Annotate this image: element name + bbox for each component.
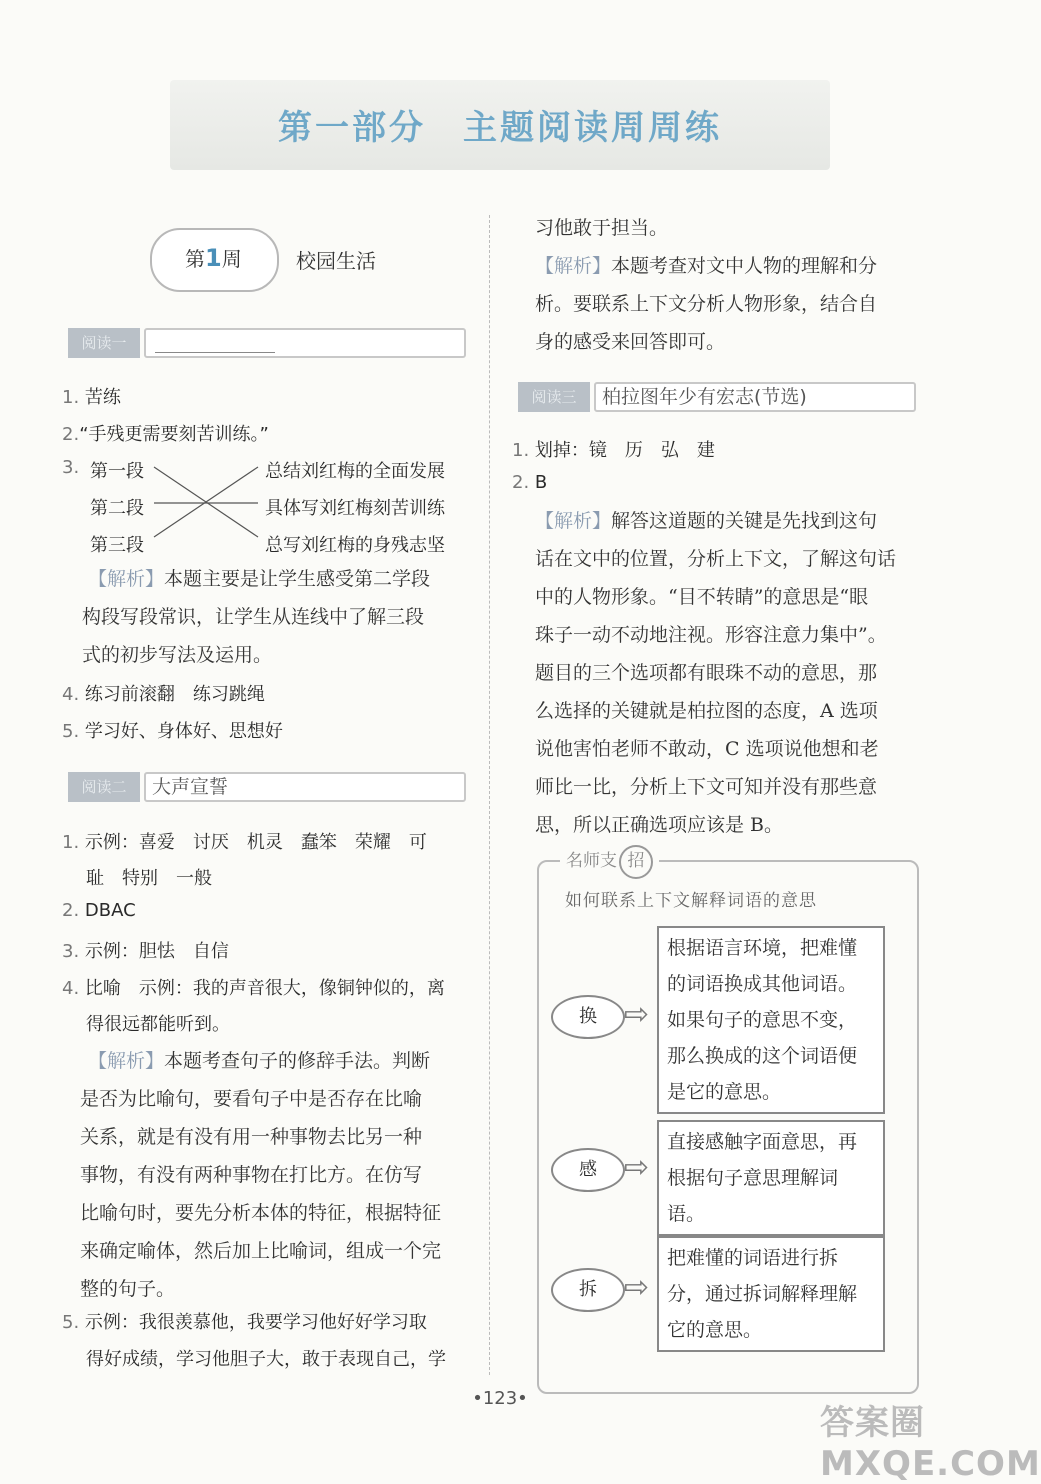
- section-1-tag: 阅读一: [68, 328, 140, 358]
- analysis-2-4: 【解析】本题考查句子的修辞手法。判断 是否为比喻句，要看句子中是否存在比喻 关系，就是有没有用一种事物去比另一种 事物，有没有两种事物在打比方。在仿写 比喻句时，要先分析本体的特征，根据特征 来确定喻体，然后加上比喻词，组成一个完 整的句子。: [80, 1050, 442, 1300]
- section-1-title-box: [144, 328, 466, 358]
- answer-2-4: 4. 比喻 示例：我的声音很大，像铜钟似的，离: [62, 978, 445, 999]
- teacher-tip-tag: 名师支 招: [560, 845, 659, 879]
- analysis-3-2: 【解析】解答这道题的关键是先找到这句 话在文中的位置，分析上下文，了解这句话 中的人物形象。“目不转睛”的意思是“眼 珠子一动不动地注视。形容注意力集中”。 题目的三个选项都有眼珠不动的意思，那 么选择的关键就是柏拉图的态度，A 选项 说他害怕老师不敢动，C 选项说他想和老 师比一比，分析上下文可知并没有那些意 思，所以正确选项应该是 B。: [535, 510, 897, 836]
- section-1-blank: [155, 352, 275, 353]
- arrow-icon: ⇨: [624, 997, 650, 1032]
- tip-text-2: 直接感触字面意思，再根据句子意思理解词语。: [657, 1120, 885, 1236]
- column-divider: [489, 215, 490, 1375]
- match-right-1: 总结刘红梅的全面发展: [265, 461, 445, 482]
- answer-1-2: 2.“手残更需要刻苦训练。”: [62, 424, 269, 445]
- answer-3-2: 2. B: [512, 472, 548, 493]
- analysis-1-3: 【解析】本题主要是让学生感受第二学段 构段写段常识，让学生从连线中了解三段 式的初步写法及运用。: [82, 568, 431, 666]
- section-3-title: 柏拉图年少有宏志(节选): [594, 382, 916, 412]
- tip-key-3: 拆: [551, 1268, 625, 1312]
- answer-2-1-cont: 耻 特别 一般: [86, 868, 212, 889]
- section-2-title: 大声宣誓: [144, 772, 466, 802]
- answer-3-1: 1. 划掉：镜 历 弘 建: [512, 440, 715, 461]
- tip-text-3: 把难懂的词语进行拆分，通过拆词解释理解它的意思。: [657, 1236, 885, 1352]
- match-right-3: 总写刘红梅的身残志坚: [265, 535, 445, 556]
- week-theme: 校园生活: [296, 249, 376, 273]
- matching-lines: [150, 455, 262, 545]
- answer-2-2: 2. DBAC: [62, 900, 136, 921]
- teacher-tip-subtitle: 如何联系上下文解释词语的意思: [565, 891, 817, 911]
- match-left-1: 第一段: [90, 461, 144, 482]
- answer-1-5: 5. 学习好、身体好、思想好: [62, 721, 283, 742]
- tip-key-2: 感: [551, 1148, 625, 1192]
- answer-1-4: 4. 练习前滚翻 练习跳绳: [62, 684, 265, 705]
- answer-2-5-cont: 得好成绩，学习他胆子大，敢于表现自己，学: [86, 1349, 446, 1370]
- section-2-tag: 阅读二: [68, 772, 140, 802]
- answer-2-4-cont: 得很远都能听到。: [86, 1014, 230, 1035]
- match-left-3: 第三段: [90, 535, 144, 556]
- answer-1-1: 1. 苦练: [62, 387, 121, 408]
- answer-2-1: 1. 示例：喜爱 讨厌 机灵 蠢笨 荣耀 可: [62, 832, 427, 853]
- watermark: 答案圈 MXQE.COM: [820, 1403, 1041, 1484]
- section-3-tag: 阅读三: [518, 382, 590, 412]
- tip-circle: 招: [619, 845, 653, 879]
- answer-2-5: 5. 示例：我很羡慕他，我要学习他好好学习取: [62, 1312, 427, 1333]
- arrow-icon: ⇨: [624, 1150, 650, 1185]
- match-right-2: 具体写刘红梅刻苦训练: [265, 498, 445, 519]
- week-label: 第1周: [185, 244, 242, 272]
- tip-key-1: 换: [551, 995, 625, 1039]
- arrow-icon: ⇨: [624, 1270, 650, 1305]
- tip-text-1: 根据语言环境，把难懂的词语换成其他词语。如果句子的意思不变，那么换成的这个词语便是它的意思。: [657, 926, 885, 1114]
- match-left-2: 第二段: [90, 498, 144, 519]
- right-continuation: 习他敢于担当。 【解析】本题考查对文中人物的理解和分 析。要联系上下文分析人物形象，结合自 身的感受来回答即可。: [535, 217, 878, 353]
- page-title: 第一部分 主题阅读周周练: [278, 108, 722, 148]
- answer-2-3: 3. 示例：胆怯 自信: [62, 941, 229, 962]
- page-number: •123•: [472, 1388, 528, 1409]
- answer-1-3-num: 3.: [62, 457, 80, 478]
